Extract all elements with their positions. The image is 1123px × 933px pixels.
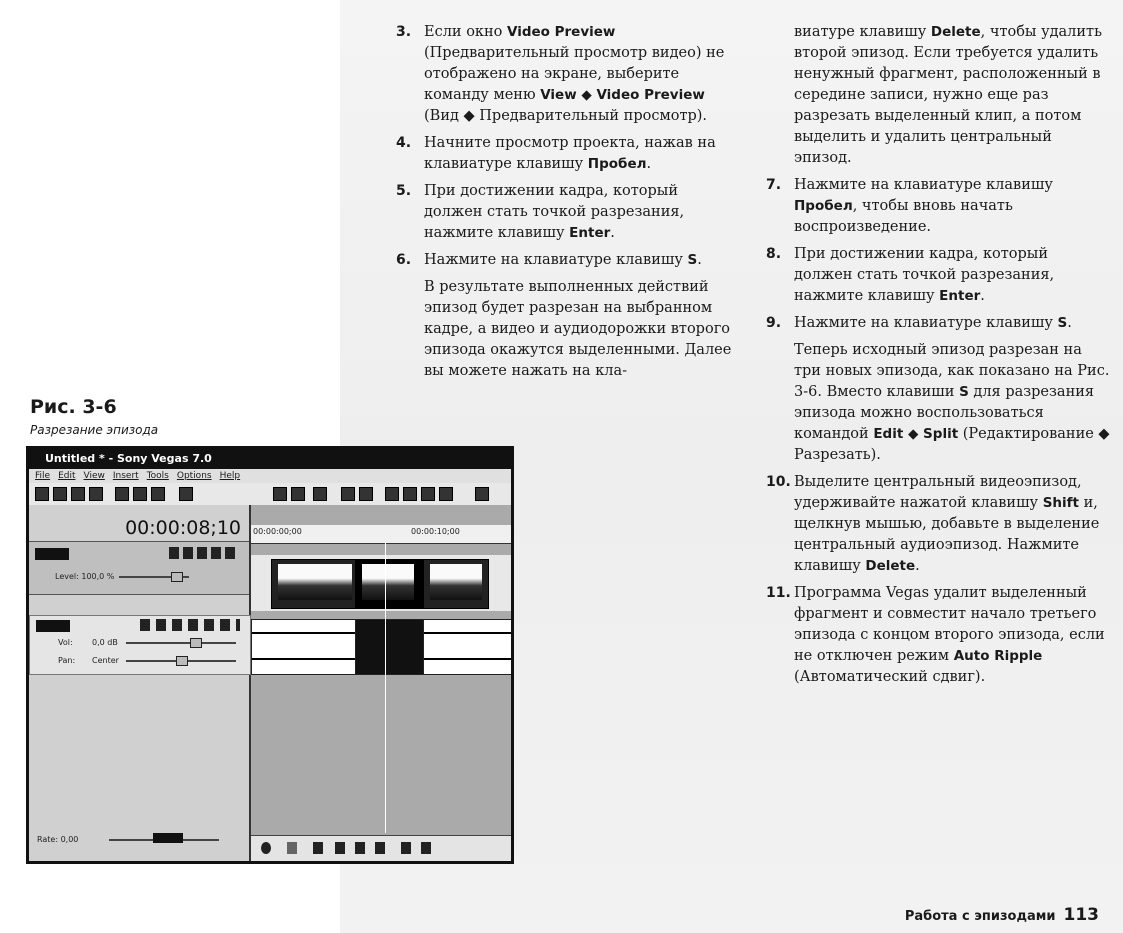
audio-track-buttons-icon[interactable] [140, 619, 240, 631]
menu-item-file[interactable]: File [35, 471, 51, 481]
lock-envelopes-icon[interactable] [403, 487, 417, 501]
go-to-end-icon[interactable] [421, 842, 431, 854]
step-number: 7. [766, 177, 782, 193]
bold-term: Delete [865, 558, 916, 574]
audio-track-header[interactable] [29, 615, 251, 675]
figure-caption: Разрезание эпизода [30, 423, 159, 437]
video-level-knob[interactable] [171, 572, 183, 582]
step-number: 5. [396, 183, 412, 199]
bold-term: S [959, 384, 969, 400]
waveform-l2 [424, 632, 512, 634]
menu-bar [29, 469, 511, 483]
loop-icon[interactable] [287, 842, 297, 854]
envelope-icon[interactable] [291, 487, 305, 501]
snap-icon[interactable] [341, 487, 355, 501]
paragraph: В результате выполненных действий эпизод будет разрезан на выбранном кадре, а видео и аудиодорожки второго эпизода окажутся выделенными. Далее вы можете нажать на кла- [424, 279, 732, 379]
numbered-step: 9. Нажмите на клавиатуре клавишу S. [766, 313, 1111, 334]
bold-term: Enter [569, 225, 611, 241]
numbered-step: 6. Нажмите на клавиатуре клавишу S. [396, 250, 741, 271]
rate-label: Rate: 0,00 [37, 835, 79, 844]
paragraph: Теперь исходный эпизод разрезан на три новых эпизода, как показано на Рис. 3-6. Вместо клавиши S для разрезания эпизода можно воспользоваться командой Edit ◆ Split (Редактирование ◆ Разрезать). [794, 342, 1110, 463]
numbered-step: 11. Программа Vegas удалит выделенный фрагмент и совместит начало третьего эпизода с концом второго эпизода, если не отключен режим Auto Ripple (Автоматический сдвиг). [766, 585, 1105, 685]
rate-knob-icon[interactable] [153, 833, 183, 843]
time-ruler[interactable] [251, 525, 511, 544]
properties-icon[interactable] [89, 487, 103, 501]
ruler-mark-label: 00:00:10;00 [411, 527, 460, 536]
vol-value: 0,0 dB [92, 638, 118, 647]
copy-icon[interactable] [133, 487, 147, 501]
step-number: 9. [766, 315, 782, 331]
go-to-start-icon[interactable] [401, 842, 411, 854]
sony-vegas-window [26, 446, 514, 864]
pan-value: Center [92, 656, 119, 665]
auto-crossfade-icon[interactable] [359, 487, 373, 501]
help-pointer-icon[interactable] [475, 487, 489, 501]
record-icon[interactable] [261, 842, 271, 854]
zoom-tool-icon[interactable] [439, 487, 453, 501]
open-icon[interactable] [53, 487, 67, 501]
step-number: 8. [766, 246, 782, 262]
video-clip-2-selected[interactable] [355, 559, 423, 609]
audio-clip-1[interactable] [251, 619, 357, 675]
zoom-icon[interactable] [313, 487, 327, 501]
bold-term: Edit ◆ Split [873, 426, 959, 442]
waveform-l [252, 632, 356, 634]
figure-label: Рис. 3-6 [30, 396, 117, 418]
save-icon[interactable] [71, 487, 85, 501]
bold-term: Delete [930, 24, 981, 40]
bold-term: S [1057, 315, 1068, 331]
window-title: Untitled * - Sony Vegas 7.0 [29, 449, 511, 469]
menu-item-edit[interactable]: Edit [58, 471, 76, 481]
step-number: 3. [396, 24, 412, 40]
pause-icon[interactable] [355, 842, 365, 854]
bold-term: Пробел [587, 156, 647, 172]
toolbar [29, 483, 511, 506]
bold-term: S [687, 252, 698, 268]
play-from-start-icon[interactable] [313, 842, 323, 854]
bold-term: Shift [1042, 495, 1079, 511]
timecode-display: 00:00:08;10 [125, 517, 241, 539]
audio-clip-2-selected[interactable] [355, 619, 425, 675]
vol-label: Vol: [58, 638, 73, 647]
footer-section: Работа с эпизодами [904, 909, 1056, 924]
step-number: 11. [766, 585, 791, 601]
numbered-step: 4. Начните просмотр проекта, нажав на клавиатуре клавишу Пробел. [396, 135, 716, 172]
audio-track-number-icon [36, 620, 70, 632]
menu-item-options[interactable]: Options [176, 471, 212, 481]
numbered-step: 5. При достижении кадра, который должен стать точкой разрезания, нажмите клавишу Enter. [396, 183, 685, 241]
normal-edit-icon[interactable] [273, 487, 287, 501]
ruler-start-label: 00:00:00;00 [253, 527, 302, 536]
ignore-grouping-icon[interactable] [421, 487, 435, 501]
menu-item-help[interactable]: Help [219, 471, 241, 481]
step-number: 10. [766, 474, 791, 490]
numbered-step: 10. Выделите центральный видеоэпизод, удерживайте нажатой клавишу Shift и, щелкнув мышью, добавьте в выделение центральный аудиоэпизод. Нажмите клавишу Delete. [766, 474, 1100, 574]
video-level-label: Level: 100,0 % [55, 572, 115, 581]
paste-icon[interactable] [151, 487, 165, 501]
volume-knob[interactable] [190, 638, 202, 648]
waveform-r2 [424, 658, 512, 660]
waveform-r [252, 658, 356, 660]
text-column-right [766, 22, 1111, 694]
numbered-step: 3. Если окно Video Preview (Предварительный просмотр видео) не отображено на экране, выберите команду меню View ◆ Video Preview (Вид ◆ Предварительный просмотр). [396, 24, 725, 124]
menu-item-tools[interactable]: Tools [146, 471, 169, 481]
track-header-panel [29, 505, 251, 861]
audio-clip-3[interactable] [423, 619, 513, 675]
cut-icon[interactable] [115, 487, 129, 501]
step-number: 6. [396, 252, 412, 268]
timeline-panel [251, 505, 511, 861]
new-icon[interactable] [35, 487, 49, 501]
video-track-buttons-icon[interactable] [169, 547, 239, 559]
pan-label: Pan: [58, 656, 76, 665]
playback-cursor[interactable] [385, 543, 386, 833]
pan-knob[interactable] [176, 656, 188, 666]
volume-slider[interactable] [126, 642, 236, 644]
bold-term: Auto Ripple [953, 648, 1043, 664]
stop-icon[interactable] [375, 842, 385, 854]
paragraph: виатуре клавишу Delete, чтобы удалить второй эпизод. Если требуется удалить ненужный фрагмент, расположенный в середине записи, нужно еще раз разрезать выделенный клип, а потом выделить и удалить центральный эпизод. [794, 24, 1102, 166]
text-column-left [396, 22, 741, 388]
menu-item-view[interactable]: View [83, 471, 105, 481]
bold-term: Enter [939, 288, 981, 304]
auto-ripple-icon[interactable] [385, 487, 399, 501]
transport-bar [251, 835, 511, 862]
numbered-step: 7. Нажмите на клавиатуре клавишу Пробел, чтобы вновь начать воспроизведение. [766, 177, 1053, 235]
play-icon[interactable] [335, 842, 345, 854]
bold-term: View ◆ Video Preview [540, 87, 705, 103]
numbered-step: 8. При достижении кадра, который должен стать точкой разрезания, нажмите клавишу Enter. [766, 246, 1055, 304]
bold-term: Video Preview [507, 24, 616, 40]
page-footer [905, 905, 1099, 925]
bold-term: Пробел [794, 198, 853, 214]
video-track-header[interactable] [29, 541, 249, 595]
page-number: 113 [1063, 905, 1099, 925]
undo-icon[interactable] [179, 487, 193, 501]
video-track-number-icon [35, 548, 69, 560]
video-clip-3[interactable] [423, 559, 489, 609]
step-number: 4. [396, 135, 412, 151]
menu-item-insert[interactable]: Insert [112, 471, 139, 481]
